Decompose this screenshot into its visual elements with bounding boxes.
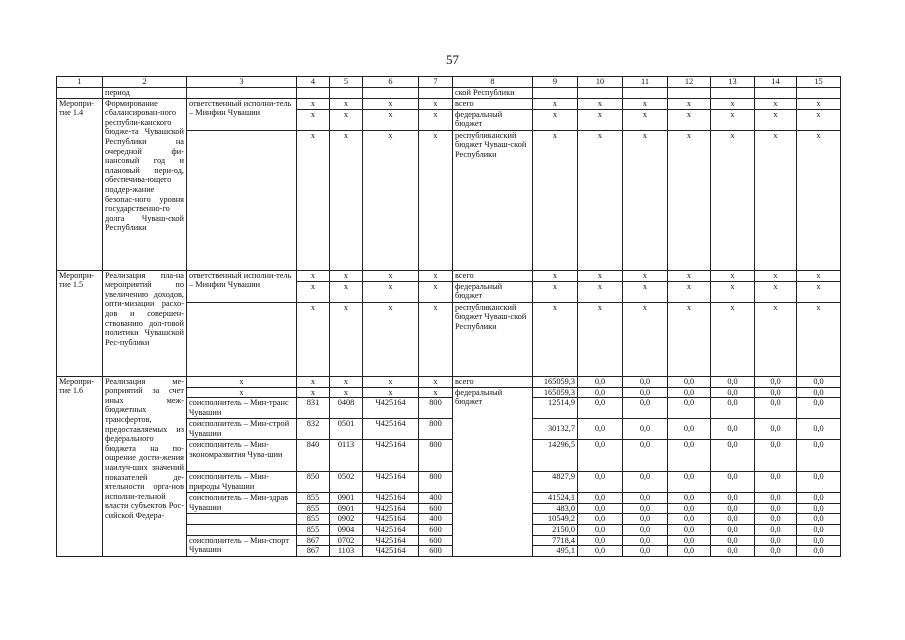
- table-cell: 800: [419, 398, 453, 419]
- table-cell: x: [668, 98, 711, 109]
- source-cell: республиканский бюджет Чуваш-ской Республики: [453, 130, 533, 270]
- table-cell: 800: [419, 440, 453, 472]
- table-cell: Ч425164: [363, 546, 419, 557]
- table-cell: 0,0: [797, 440, 841, 472]
- table-cell: x: [419, 130, 453, 270]
- header-cell: 6: [363, 77, 419, 88]
- table-cell: 0,0: [668, 440, 711, 472]
- source-cell: всего: [453, 98, 533, 109]
- table-cell: Ч425164: [363, 419, 419, 440]
- table-cell: 0,0: [623, 398, 668, 419]
- table-cell: Ч425164: [363, 472, 419, 493]
- table-cell: 0,0: [797, 524, 841, 535]
- table-cell: 0,0: [711, 387, 755, 398]
- table-cell: 0,0: [797, 503, 841, 514]
- table-cell: x: [755, 270, 797, 281]
- table-cell: x: [755, 109, 797, 130]
- table-cell: 0,0: [668, 535, 711, 546]
- table-cell: 400: [419, 514, 453, 525]
- table-cell: 0,0: [623, 514, 668, 525]
- table-cell: 14296,5: [533, 440, 578, 472]
- table-cell: x: [578, 302, 623, 376]
- table-cell: 0,0: [711, 493, 755, 504]
- table-cell: x: [711, 270, 755, 281]
- table-cell: x: [711, 130, 755, 270]
- table-cell: x: [623, 98, 668, 109]
- table-cell: 0,0: [578, 493, 623, 504]
- responsible-cell: соисполнитель – Мин-строй Чувашии: [187, 419, 297, 440]
- table-cell: 0,0: [755, 419, 797, 440]
- table-cell: 0702: [330, 535, 363, 546]
- table-cell: 0,0: [668, 387, 711, 398]
- table-cell: 0,0: [797, 376, 841, 387]
- header-cell: 11: [623, 77, 668, 88]
- table-cell: x: [668, 270, 711, 281]
- table-cell: x: [330, 281, 363, 302]
- table-cell: x: [711, 109, 755, 130]
- event-name: Меропри-тие 1.6: [57, 376, 103, 556]
- table-cell: 0,0: [711, 376, 755, 387]
- table-cell: x: [297, 109, 330, 130]
- source-cell: федеральный бюджет: [453, 281, 533, 302]
- table-cell: x: [363, 130, 419, 270]
- header-cell: 4: [297, 77, 330, 88]
- table-cell: 41524,1: [533, 493, 578, 504]
- table-cell: Ч425164: [363, 493, 419, 504]
- table-cell: x: [755, 130, 797, 270]
- table-cell: 10549,2: [533, 514, 578, 525]
- event-name: Меропри-тие 1.4: [57, 98, 103, 270]
- table-cell: 0,0: [755, 524, 797, 535]
- event-description: Реализация ме-роприятий за счет иных меж-бюджетных трансфертов, предоставляемых из федерального бюджета на по-ощрение дости-жения наилуч-ших значений показателей де-ятельности орга-нов исполни-тельной власти субъектов Рос-сийской Федера-: [103, 376, 187, 556]
- table-cell: x: [187, 387, 297, 398]
- table-cell: x: [711, 281, 755, 302]
- table-cell: Ч425164: [363, 440, 419, 472]
- table-cell: x: [419, 281, 453, 302]
- table-cell: x: [755, 98, 797, 109]
- table-cell: x: [797, 302, 841, 376]
- table-cell: 0,0: [711, 535, 755, 546]
- table-cell: ской Республики: [453, 88, 533, 99]
- table-cell: 0,0: [755, 535, 797, 546]
- header-cell: 13: [711, 77, 755, 88]
- table-cell: 0,0: [755, 493, 797, 504]
- source-cell: всего: [453, 376, 533, 387]
- table-cell: 0,0: [755, 376, 797, 387]
- header-cell: 2: [103, 77, 187, 88]
- table-cell: 800: [419, 472, 453, 493]
- table-cell: 0,0: [668, 493, 711, 504]
- table-cell: x: [533, 270, 578, 281]
- table-cell: x: [330, 270, 363, 281]
- table-cell: 0,0: [797, 546, 841, 557]
- table-cell: 2150,0: [533, 524, 578, 535]
- table-cell: 0904: [330, 524, 363, 535]
- table-cell: x: [533, 130, 578, 270]
- table-cell: 12514,9: [533, 398, 578, 419]
- table-cell: x: [297, 302, 330, 376]
- table-cell: 0113: [330, 440, 363, 472]
- table-cell: x: [363, 387, 419, 398]
- table-cell: 0901: [330, 503, 363, 514]
- page-number: 57: [446, 52, 459, 67]
- table-cell: 30132,7: [533, 419, 578, 440]
- table-cell: x: [363, 281, 419, 302]
- header-cell: 7: [419, 77, 453, 88]
- table-cell: 0,0: [668, 398, 711, 419]
- table-cell: x: [668, 302, 711, 376]
- table-cell: 0,0: [755, 546, 797, 557]
- table-cell: 831: [297, 398, 330, 419]
- table-cell: x: [297, 281, 330, 302]
- table-cell: 0,0: [755, 387, 797, 398]
- table-cell: 165059,3: [533, 387, 578, 398]
- header-cell: 3: [187, 77, 297, 88]
- table-cell: 0,0: [711, 546, 755, 557]
- table-cell: 0,0: [623, 376, 668, 387]
- table-cell: x: [363, 376, 419, 387]
- header-cell: 9: [533, 77, 578, 88]
- table-cell: x: [419, 270, 453, 281]
- table-cell: 0,0: [797, 472, 841, 493]
- table-cell: x: [419, 376, 453, 387]
- table-row: [57, 376, 841, 387]
- table-cell: x: [187, 376, 297, 387]
- budget-table: [56, 76, 841, 557]
- responsible-cell: соисполнитель – Мин-спорт Чувашии: [187, 535, 297, 556]
- table-cell: 0,0: [755, 503, 797, 514]
- table-cell: 0,0: [623, 546, 668, 557]
- table-cell: x: [578, 281, 623, 302]
- table-cell: x: [533, 302, 578, 376]
- table-cell: 0,0: [711, 524, 755, 535]
- header-cell: 8: [453, 77, 533, 88]
- table-cell: 0,0: [711, 419, 755, 440]
- table-cell: 0,0: [623, 503, 668, 514]
- table-cell: 0,0: [623, 493, 668, 504]
- table-cell: 855: [297, 503, 330, 514]
- responsible-cell: соисполнитель – Мин-экономразвития Чува-шии: [187, 440, 297, 472]
- table-cell: 0,0: [668, 472, 711, 493]
- table-cell: x: [623, 270, 668, 281]
- table-row: [57, 270, 841, 281]
- table-cell: 0,0: [578, 472, 623, 493]
- table-cell: 495,1: [533, 546, 578, 557]
- responsible-cell: соисполнитель – Мин-транс Чувашии: [187, 398, 297, 419]
- responsible-cell: соисполнитель – Мин-природы Чувашии: [187, 472, 297, 493]
- table-cell: 0,0: [578, 387, 623, 398]
- table-cell: 0,0: [578, 440, 623, 472]
- table-cell: x: [578, 270, 623, 281]
- table-cell: 0,0: [797, 493, 841, 504]
- table-cell: x: [297, 270, 330, 281]
- continuation-row: [57, 88, 841, 99]
- table-cell: x: [533, 281, 578, 302]
- table-cell: 0,0: [797, 514, 841, 525]
- table-cell: 0,0: [578, 546, 623, 557]
- table-cell: x: [330, 109, 363, 130]
- table-cell: 0,0: [623, 535, 668, 546]
- event-description: Формирование сбалансирован-ного республи-канского бюдже-та Чувашской Республики на очередной фи-нансовый год и плановый пери-од, обеспечива-ющего поддер-жание безопас-ного уровня государственно-го долга Чуваш-ской Республики: [103, 98, 187, 270]
- table-cell: 0,0: [668, 419, 711, 440]
- table-cell: x: [668, 109, 711, 130]
- table-cell: x: [330, 98, 363, 109]
- table-cell: 0,0: [755, 398, 797, 419]
- table-cell: 840: [297, 440, 330, 472]
- table-cell: 0,0: [623, 440, 668, 472]
- table-cell: x: [578, 109, 623, 130]
- table-cell: x: [297, 387, 330, 398]
- header-cell: 12: [668, 77, 711, 88]
- table-cell: 600: [419, 524, 453, 535]
- table-cell: 0,0: [668, 376, 711, 387]
- table-cell: 855: [297, 493, 330, 504]
- table-cell: x: [297, 376, 330, 387]
- table-cell: 0,0: [755, 440, 797, 472]
- table-cell: x: [533, 98, 578, 109]
- table-cell: 0,0: [711, 514, 755, 525]
- table-cell: x: [755, 302, 797, 376]
- responsible-cell: ответственный исполни-тель – Минфин Чувашии: [187, 270, 297, 302]
- table-cell: 0901: [330, 493, 363, 504]
- table-cell: 0,0: [578, 535, 623, 546]
- table-cell: x: [578, 98, 623, 109]
- table-cell: 867: [297, 546, 330, 557]
- table-cell: x: [330, 387, 363, 398]
- table-cell: 600: [419, 546, 453, 557]
- table-cell: 832: [297, 419, 330, 440]
- table-cell: x: [330, 376, 363, 387]
- table-cell: 867: [297, 535, 330, 546]
- table-cell: 483,0: [533, 503, 578, 514]
- table-cell: Ч425164: [363, 503, 419, 514]
- table-cell: x: [797, 109, 841, 130]
- table-cell: 855: [297, 514, 330, 525]
- table-cell: x: [623, 130, 668, 270]
- header-cell: 1: [57, 77, 103, 88]
- table-cell: 400: [419, 493, 453, 504]
- table-cell: 0,0: [797, 535, 841, 546]
- header-cell: 5: [330, 77, 363, 88]
- event-description: Реализация пла-на мероприятий по увеличению доходов, опти-мизации расхо-дов и совершен-ствованию дол-говой политики Чувашской Рес-публики: [103, 270, 187, 376]
- table-cell: x: [419, 98, 453, 109]
- table-cell: Ч425164: [363, 398, 419, 419]
- table-cell: 0,0: [578, 419, 623, 440]
- table-cell: x: [297, 130, 330, 270]
- table-cell: 600: [419, 535, 453, 546]
- table-cell: 0,0: [668, 546, 711, 557]
- table-cell: x: [578, 130, 623, 270]
- table-cell: 0,0: [623, 387, 668, 398]
- table-cell: 0,0: [623, 524, 668, 535]
- table-cell: 0,0: [755, 472, 797, 493]
- table-cell: 800: [419, 419, 453, 440]
- table-cell: 0,0: [797, 398, 841, 419]
- table-cell: 4827,9: [533, 472, 578, 493]
- header-cell: 10: [578, 77, 623, 88]
- column-number-row: [57, 77, 841, 88]
- table-cell: x: [797, 270, 841, 281]
- table-cell: x: [330, 130, 363, 270]
- table-cell: 0408: [330, 398, 363, 419]
- table-cell: 600: [419, 503, 453, 514]
- table-cell: 0,0: [578, 524, 623, 535]
- table-cell: 0,0: [578, 376, 623, 387]
- table-cell: x: [363, 109, 419, 130]
- source-cell: федеральный бюджет: [453, 387, 533, 556]
- table-cell: 0,0: [578, 503, 623, 514]
- table-cell: 0,0: [578, 398, 623, 419]
- table-cell: 855: [297, 524, 330, 535]
- responsible-cell: соисполнитель – Мин-здрав Чувашии: [187, 493, 297, 514]
- table-cell: 0,0: [711, 398, 755, 419]
- table-cell: x: [797, 281, 841, 302]
- table-cell: x: [363, 270, 419, 281]
- table-cell: x: [797, 130, 841, 270]
- table-cell: x: [797, 98, 841, 109]
- table-cell: Ч425164: [363, 514, 419, 525]
- source-cell: республиканский бюджет Чуваш-ской Республики: [453, 302, 533, 376]
- table-cell: Ч425164: [363, 524, 419, 535]
- table-cell: x: [623, 302, 668, 376]
- table-cell: x: [623, 281, 668, 302]
- header-cell: 14: [755, 77, 797, 88]
- table-cell: x: [668, 281, 711, 302]
- table-cell: x: [755, 281, 797, 302]
- table-cell: 0,0: [711, 440, 755, 472]
- table-cell: x: [419, 302, 453, 376]
- table-cell: x: [330, 302, 363, 376]
- table-cell: x: [419, 387, 453, 398]
- table-cell: 0,0: [711, 472, 755, 493]
- table-cell: 0902: [330, 514, 363, 525]
- table-cell: 165059,3: [533, 376, 578, 387]
- table-cell: 1103: [330, 546, 363, 557]
- table-cell: 0,0: [668, 503, 711, 514]
- table-cell: 7718,4: [533, 535, 578, 546]
- event-name: Меропри-тие 1.5: [57, 270, 103, 376]
- header-cell: 15: [797, 77, 841, 88]
- table-cell: x: [711, 302, 755, 376]
- table-cell: x: [419, 109, 453, 130]
- source-cell: федеральный бюджет: [453, 109, 533, 130]
- table-cell: 0,0: [755, 514, 797, 525]
- table-cell: 0,0: [668, 514, 711, 525]
- table-cell: x: [623, 109, 668, 130]
- table-cell: x: [668, 130, 711, 270]
- table-row: [57, 98, 841, 109]
- table-cell: 0502: [330, 472, 363, 493]
- table-cell: 0,0: [623, 472, 668, 493]
- table-cell: 0,0: [797, 387, 841, 398]
- table-cell: период: [103, 88, 187, 99]
- table-cell: x: [711, 98, 755, 109]
- source-cell: всего: [453, 270, 533, 281]
- responsible-cell: ответственный исполни-тель – Минфин Чувашии: [187, 98, 297, 130]
- table-cell: 0,0: [623, 419, 668, 440]
- table-cell: Ч425164: [363, 535, 419, 546]
- table-cell: 0501: [330, 419, 363, 440]
- table-cell: x: [533, 109, 578, 130]
- table-cell: 0,0: [578, 514, 623, 525]
- table-cell: x: [297, 98, 330, 109]
- table-cell: 0,0: [797, 419, 841, 440]
- table-cell: x: [363, 302, 419, 376]
- table-cell: 0,0: [668, 524, 711, 535]
- table-cell: 850: [297, 472, 330, 493]
- table-cell: x: [363, 98, 419, 109]
- table-cell: 0,0: [711, 503, 755, 514]
